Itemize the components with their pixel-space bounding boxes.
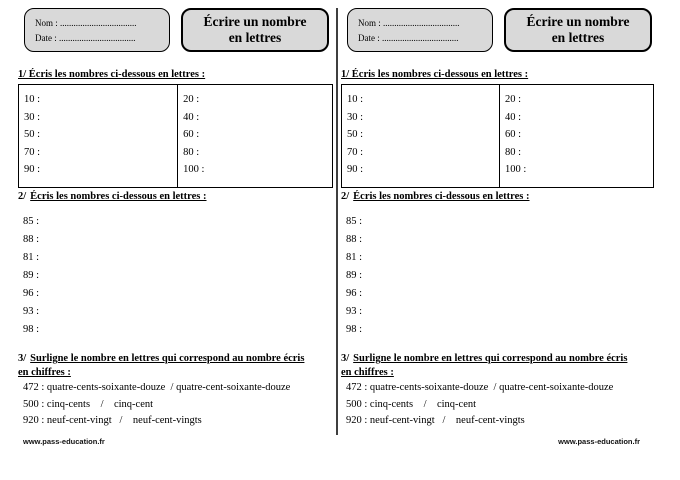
table-row: 10 : <box>24 94 41 105</box>
section2-prefix: 2/ <box>18 191 27 202</box>
table-row: 100 : <box>505 164 527 175</box>
answer-option-row: 500 : cinq-cents / cinq-cent <box>346 398 477 410</box>
answer-option-row: 920 : neuf-cent-vingt / neuf-cent-vingts <box>346 415 525 426</box>
worksheet-copy <box>18 8 333 446</box>
section2-heading: 2/ Écris les nombres ci-dessous en lettres : <box>341 191 530 202</box>
table-row: 50 : <box>24 129 41 140</box>
worksheet-title-line2: en lettres <box>228 30 282 45</box>
section2-list <box>18 213 333 339</box>
table-row: 40 : <box>505 111 522 123</box>
header-row <box>24 8 333 52</box>
list-item: 93 : <box>23 306 40 317</box>
worksheet-title-line2: en lettres <box>551 30 605 45</box>
section1-heading: 1/ Écris les nombres ci-dessous en lettres : <box>18 69 206 80</box>
list-item: 89 : <box>23 270 40 281</box>
worksheet-title-line1: Écrire un nombre <box>203 14 307 29</box>
table-row: 80 : <box>183 146 200 158</box>
list-item: 81 : <box>23 252 40 263</box>
table-row: 30 : <box>347 111 364 123</box>
table-row: 50 : <box>347 129 364 140</box>
section3-heading: 3/ Surligne le nombre en lettres qui correspond au nombre écris en chiffres : <box>341 353 628 378</box>
list-item: 85 : <box>23 216 40 227</box>
footer-url: www.pass-education.fr <box>558 436 640 446</box>
table-row: 60 : <box>183 129 200 140</box>
numbers-table-left-column <box>19 85 177 187</box>
worksheet-title-box <box>504 8 652 52</box>
worksheet-title-line1: Écrire un nombre <box>526 14 630 29</box>
table-row: 70 : <box>347 146 364 158</box>
answer-option-row: 472 : quatre-cents-soixante-douze / quatre-cent-soixante-douze <box>346 382 614 393</box>
numbers-table-right-column <box>499 85 653 187</box>
list-item: 88 : <box>23 234 40 245</box>
list-item: 98 : <box>23 324 40 335</box>
header-row <box>347 8 654 52</box>
table-row: 20 : <box>183 94 200 105</box>
table-row: 30 : <box>24 111 41 123</box>
section1-heading: 1/ Écris les nombres ci-dessous en lettres : <box>341 69 529 80</box>
footer-url: www.pass-education.fr <box>23 436 105 446</box>
section3-options <box>18 380 333 430</box>
table-row: 20 : <box>505 94 522 105</box>
section3-heading: 3/ Surligne le nombre en lettres qui correspond au nombre écris en chiffres : <box>18 353 305 378</box>
name-line: Nom : .................................. <box>35 18 137 28</box>
list-item: 96 : <box>23 288 40 299</box>
table-row: 100 : <box>183 164 205 175</box>
name-line: Nom : .................................. <box>358 18 460 28</box>
numbers-table-right-column <box>177 85 332 187</box>
name-date-box <box>24 8 170 52</box>
section2-prefix: 2/ <box>341 191 350 202</box>
list-item: 85 : <box>346 216 363 227</box>
list-item: 96 : <box>346 288 363 299</box>
name-date-box <box>347 8 493 52</box>
answer-option-row: 472 : quatre-cents-soixante-douze / quatre-cent-soixante-douze <box>23 382 291 393</box>
table-row: 80 : <box>505 146 522 158</box>
table-row: 60 : <box>505 129 522 140</box>
answer-option-row: 920 : neuf-cent-vingt / neuf-cent-vingts <box>23 415 202 426</box>
section3-prefix: 3/ <box>341 353 350 364</box>
list-item: 89 : <box>346 270 363 281</box>
list-item: 88 : <box>346 234 363 245</box>
answer-option-row: 500 : cinq-cents / cinq-cent <box>23 398 154 410</box>
column-divider <box>336 8 338 435</box>
table-row: 90 : <box>347 164 364 175</box>
worksheet-title-box <box>181 8 329 52</box>
date-line: Date : .................................. <box>358 33 459 43</box>
table-row: 40 : <box>183 111 200 123</box>
numbers-table-left-column <box>342 85 499 187</box>
numbers-table <box>18 84 333 188</box>
numbers-table <box>341 84 654 188</box>
list-item: 98 : <box>346 324 363 335</box>
list-item: 93 : <box>346 306 363 317</box>
section2-heading: 2/ Écris les nombres ci-dessous en lettres : <box>18 191 207 202</box>
section2-list <box>341 213 654 339</box>
section3-options <box>341 380 654 430</box>
date-line: Date : .................................. <box>35 33 136 43</box>
table-row: 90 : <box>24 164 41 175</box>
section3-prefix: 3/ <box>18 353 27 364</box>
list-item: 81 : <box>346 252 363 263</box>
table-row: 70 : <box>24 146 41 158</box>
table-row: 10 : <box>347 94 364 105</box>
worksheet-copy <box>341 8 654 446</box>
